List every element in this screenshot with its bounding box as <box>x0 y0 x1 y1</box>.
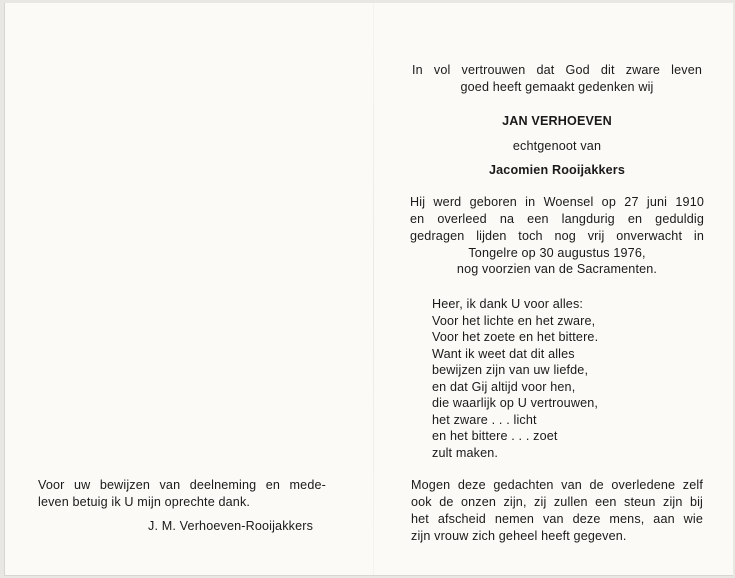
bio-line-3: gedragen lijden toch nog vrij onverwacht in <box>410 229 704 243</box>
thanks-line-1: Voor uw bewijzen van deelneming en mede- <box>38 478 326 492</box>
signature-text: J. M. Verhoeven-Rooijakkers <box>148 519 314 533</box>
spouse-name: Jacomien Rooijakkers <box>489 163 625 177</box>
prayer-line-5: bewijzen zijn van uw liefde, <box>432 363 589 377</box>
prayer-line-9: en het bittere . . . zoet <box>432 429 558 443</box>
intro-line-2: goed heeft gemaakt gedenken wij <box>460 80 654 94</box>
bio-line-4: Tongelre op 30 augustus 1976, <box>468 246 646 260</box>
bio-line-1: Hij werd geboren in Woensel op 27 juni 1910 <box>410 195 704 209</box>
prayer-line-1: Heer, ik dank U voor alles: <box>432 297 584 311</box>
deceased-name: JAN VERHOEVEN <box>502 114 612 128</box>
closing-line-1: Mogen deze gedachten van de overledene zelf <box>411 478 703 492</box>
prayer-line-2: Voor het lichte en het zware, <box>432 314 596 328</box>
intro-line-1: In vol vertrouwen dat God dit zware leven <box>412 63 702 77</box>
prayer-line-6: en dat Gij altijd voor hen, <box>432 380 576 394</box>
closing-line-4: zijn vrouw zich geheel heeft gegeven. <box>411 529 627 543</box>
prayer-line-4: Want ik weet dat dit alles <box>432 347 575 361</box>
bio-line-2: en overleed na een langdurig en geduldig <box>410 212 704 226</box>
prayer-line-8: het zware . . . licht <box>432 413 537 427</box>
card-fold-line <box>373 3 374 575</box>
closing-line-3: het afscheid nemen van deze mens, aan wie <box>411 512 703 526</box>
closing-line-2: ook de onzen zijn, zij zullen een steun zijn bij <box>411 495 703 509</box>
thanks-line-2: leven betuig ik U mijn oprechte dank. <box>38 495 251 509</box>
prayer-line-10: zult maken. <box>432 446 499 460</box>
prayer-line-7: die waarlijk op U vertrouwen, <box>432 396 599 410</box>
bio-line-5: nog voorzien van de Sacramenten. <box>456 262 658 276</box>
relation-text: echtgenoot van <box>512 139 602 153</box>
prayer-line-3: Voor het zoete en het bittere. <box>432 330 599 344</box>
